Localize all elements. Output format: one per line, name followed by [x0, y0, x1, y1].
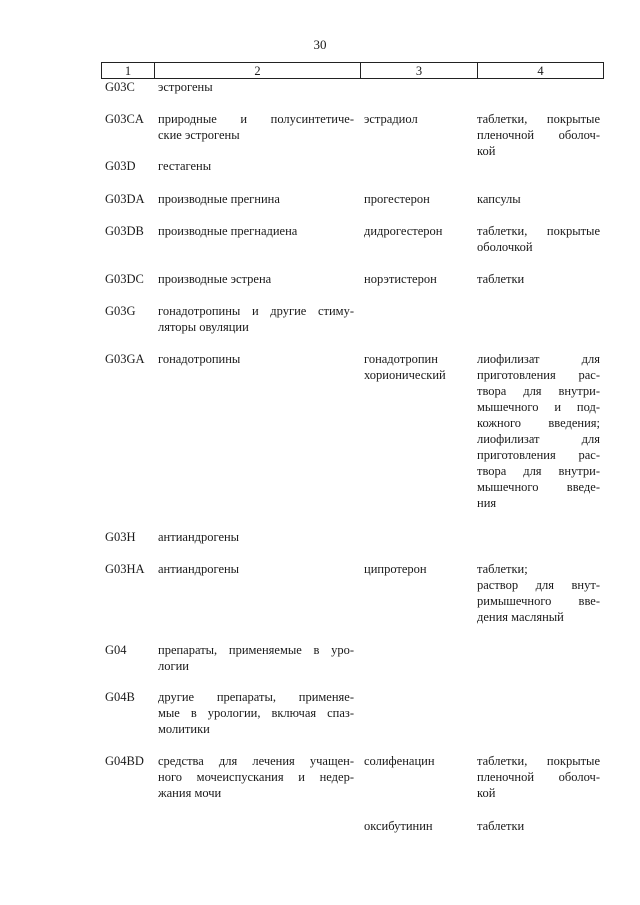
- drug-name: [364, 351, 464, 383]
- dosage-form-line: таблетки, покрытые: [477, 754, 600, 768]
- column-header-3: 3: [361, 63, 478, 79]
- drug-name-line: дидрогестерон: [364, 224, 443, 238]
- anatomical-group-name: [158, 561, 354, 577]
- drug-name: [364, 191, 464, 207]
- dosage-form-line: мышечного и под-: [477, 400, 600, 414]
- dosage-form: [477, 271, 600, 287]
- drug-name-line: солифенацин: [364, 754, 435, 768]
- column-header-4: 4: [478, 63, 604, 79]
- dosage-form-line: ния: [477, 496, 497, 510]
- anatomical-group-name-line: ские эстрогены: [158, 128, 240, 142]
- column-header-2: 2: [155, 63, 361, 79]
- dosage-form-line: твора для внутри-: [477, 384, 600, 398]
- anatomical-group-name-line: жания мочи: [158, 786, 222, 800]
- anatomical-group-name: [158, 689, 354, 737]
- dosage-form-line: кой: [477, 144, 496, 158]
- drug-name-line: норэтистерон: [364, 272, 437, 286]
- dosage-form-line: дения масляный: [477, 610, 564, 624]
- dosage-form-line: римышечного вве-: [477, 594, 600, 608]
- dosage-form: [477, 191, 600, 207]
- atc-code: G04B: [105, 690, 135, 704]
- anatomical-group-name: [158, 303, 354, 335]
- atc-code: G04: [105, 643, 127, 657]
- drug-name-line: оксибутинин: [364, 819, 433, 833]
- dosage-form-line: кожного введения;: [477, 416, 600, 430]
- atc-code: G03DA: [105, 192, 145, 206]
- drug-name-line: хорионический: [364, 368, 446, 382]
- dosage-form-line: приготовления рас-: [477, 448, 600, 462]
- anatomical-group-name-line: гестагены: [158, 159, 212, 173]
- anatomical-group-name-line: гонадотропины: [158, 352, 241, 366]
- dosage-form-line: приготовления рас-: [477, 368, 600, 382]
- anatomical-group-name: [158, 642, 354, 674]
- dosage-form-line: мышечного введе-: [477, 480, 600, 494]
- dosage-form-line: пленочной оболоч-: [477, 128, 600, 142]
- anatomical-group-name-line: средства для лечения учащен-: [158, 754, 354, 768]
- anatomical-group-name-line: эстрогены: [158, 80, 213, 94]
- dosage-form-line: таблетки, покрытые: [477, 224, 600, 238]
- atc-code: G03CA: [105, 112, 144, 126]
- anatomical-group-name: [158, 158, 354, 174]
- column-header-1: 1: [102, 63, 155, 79]
- dosage-form-line: таблетки: [477, 272, 525, 286]
- drug-name: [364, 753, 464, 769]
- dosage-form: [477, 561, 600, 625]
- dosage-form-line: капсулы: [477, 192, 521, 206]
- dosage-form-line: раствор для внут-: [477, 578, 600, 592]
- atc-code: G03HA: [105, 562, 145, 576]
- anatomical-group-name-line: антиандрогены: [158, 530, 240, 544]
- drug-name-line: гонадотропин: [364, 352, 438, 366]
- dosage-form-line: лиофилизат для: [477, 432, 600, 446]
- anatomical-group-name-line: логии: [158, 659, 189, 673]
- anatomical-group-name-line: производные эстрена: [158, 272, 272, 286]
- dosage-form: [477, 818, 600, 834]
- atc-code: G03GA: [105, 352, 145, 366]
- atc-code: G03H: [105, 530, 136, 544]
- page-number: 30: [313, 37, 327, 52]
- anatomical-group-name-line: мые в урологии, включая спаз-: [158, 706, 354, 720]
- dosage-form-line: таблетки;: [477, 562, 528, 576]
- atc-code: G03C: [105, 80, 135, 94]
- anatomical-group-name: [158, 79, 354, 95]
- anatomical-group-name: [158, 753, 354, 801]
- atc-code: G04BD: [105, 754, 144, 768]
- anatomical-group-name-line: ляторы овуляции: [158, 320, 249, 334]
- dosage-form-line: кой: [477, 786, 496, 800]
- anatomical-group-name-line: природные и полусинтетиче-: [158, 112, 354, 126]
- drug-name-line: прогестерон: [364, 192, 430, 206]
- dosage-form-line: оболочкой: [477, 240, 533, 254]
- anatomical-group-name-line: антиандрогены: [158, 562, 240, 576]
- anatomical-group-name-line: препараты, применяемые в уро-: [158, 643, 354, 657]
- dosage-form-line: лиофилизат для: [477, 352, 600, 366]
- dosage-form: [477, 753, 600, 801]
- dosage-form: [477, 223, 600, 255]
- drug-name-line: ципротерон: [364, 562, 427, 576]
- dosage-form-line: таблетки, покрытые: [477, 112, 600, 126]
- dosage-form-line: таблетки: [477, 819, 525, 833]
- drug-name: [364, 223, 464, 239]
- atc-code: G03G: [105, 304, 136, 318]
- anatomical-group-name-line: другие препараты, применяе-: [158, 690, 354, 704]
- anatomical-group-name: [158, 223, 354, 239]
- dosage-form-line: твора для внутри-: [477, 464, 600, 478]
- anatomical-group-name-line: ного мочеиспускания и недер-: [158, 770, 354, 784]
- atc-code: G03DC: [105, 272, 144, 286]
- dosage-form: [477, 351, 600, 511]
- column-header-table: [101, 62, 604, 79]
- anatomical-group-name-line: производные прегнадиена: [158, 224, 298, 238]
- dosage-form: [477, 111, 600, 159]
- anatomical-group-name-line: молитики: [158, 722, 210, 736]
- atc-code: G03DB: [105, 224, 144, 238]
- anatomical-group-name: [158, 271, 354, 287]
- dosage-form-line: пленочной оболоч-: [477, 770, 600, 784]
- drug-name-line: эстрадиол: [364, 112, 418, 126]
- anatomical-group-name: [158, 111, 354, 143]
- drug-name: [364, 111, 464, 127]
- anatomical-group-name-line: гонадотропины и другие стиму-: [158, 304, 354, 318]
- anatomical-group-name-line: производные прегнина: [158, 192, 280, 206]
- drug-name: [364, 271, 464, 287]
- atc-code: G03D: [105, 159, 136, 173]
- drug-name: [364, 561, 464, 577]
- anatomical-group-name: [158, 191, 354, 207]
- drug-name: [364, 818, 464, 834]
- anatomical-group-name: [158, 529, 354, 545]
- anatomical-group-name: [158, 351, 354, 367]
